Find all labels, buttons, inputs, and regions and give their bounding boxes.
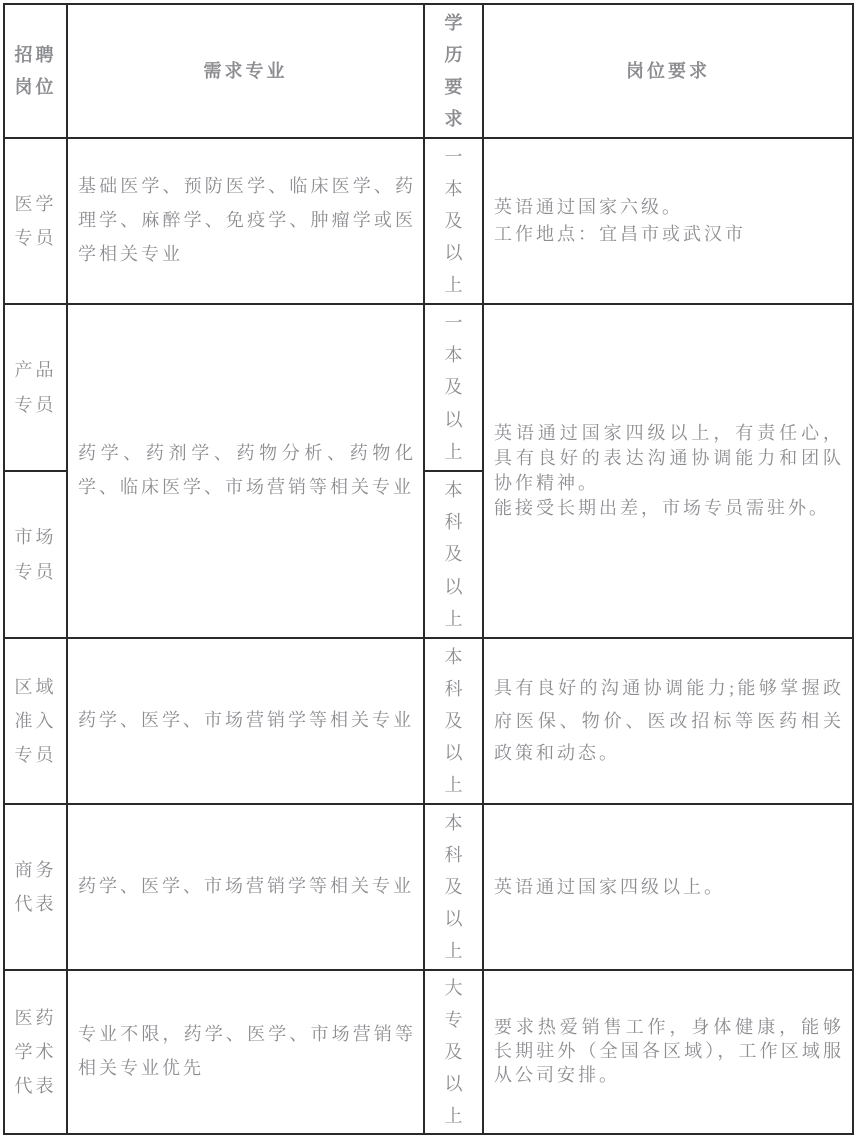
cell-requirement-regional-access-specialist: [483, 638, 853, 804]
cell-major-medical-specialist: 基础医学、预防医学、临床医学、药理学、麻醉学、免疫学、肿瘤学或医学相关专业: [67, 138, 424, 304]
cell-education-medical-academic-representative: [424, 970, 483, 1134]
requirement-line: 工作地点：宜昌市或武汉市: [494, 224, 746, 244]
education-vertical-text: 一本及以上: [444, 146, 463, 296]
education-vertical-text: 一本及以上: [444, 313, 463, 462]
cell-requirement-medical-specialist: [483, 138, 853, 304]
cell-major-business-representative: 药学、医学、市场营销学等相关专业: [67, 804, 424, 970]
requirement-line: 英语通过国家六级。: [494, 197, 683, 217]
cell-requirement-medical-academic-representative: [483, 970, 853, 1134]
cell-major-product-market-merged: 药学、药剂学、药物分析、药物化学、临床医学、市场营销等相关专业: [67, 304, 424, 638]
requirement-line: 英语通过国家四级以上。: [494, 876, 725, 897]
header-education-requirement: [424, 4, 483, 138]
cell-position-medical-academic-representative: 医药学术代表: [4, 970, 67, 1134]
table-row: [4, 970, 853, 1134]
education-vertical-text: 本科及以上: [444, 812, 463, 962]
cell-position-product-specialist: 产品专员: [4, 304, 67, 471]
cell-major-medical-academic-representative: 专业不限，药学、医学、市场营销等相关专业优先: [67, 970, 424, 1134]
requirement-line: 英语通过国家四级以上，有责任心，具有良好的表达沟通协调能力和团队协作精神。: [494, 423, 844, 493]
header-required-major: 需求专业: [67, 4, 424, 138]
table-row: [4, 304, 853, 471]
education-vertical-text: 大专及以上: [444, 977, 463, 1127]
education-vertical-text: 本科及以上: [444, 646, 463, 796]
cell-education-market-specialist: [424, 471, 483, 638]
cell-education-medical-specialist: [424, 138, 483, 304]
cell-position-business-representative: 商务代表: [4, 804, 67, 970]
cell-requirement-business-representative: [483, 804, 853, 970]
education-vertical-text: 本科及以上: [444, 480, 463, 629]
cell-education-regional-access-specialist: [424, 638, 483, 804]
header-position-requirement: 岗位要求: [483, 4, 853, 138]
recruitment-table: [3, 3, 854, 1135]
cell-education-business-representative: [424, 804, 483, 970]
cell-education-product-specialist: [424, 304, 483, 471]
table-row: [4, 138, 853, 304]
requirement-line: 能接受长期出差，市场专员需驻外。: [494, 497, 830, 518]
cell-position-market-specialist: 市场专员: [4, 471, 67, 638]
requirement-line: 具有良好的沟通协调能力;能够掌握政府医保、物价、医改招标等医药相关政策和动态。: [494, 678, 844, 764]
cell-requirement-product-market-merged: [483, 304, 853, 638]
table-row: [4, 638, 853, 804]
table-row: [4, 804, 853, 970]
cell-major-regional-access-specialist: 药学、医学、市场营销学等相关专业: [67, 638, 424, 804]
cell-position-medical-specialist: 医学专员: [4, 138, 67, 304]
header-education-vertical-text: 学历要求: [444, 12, 463, 130]
table-header-row: [4, 4, 853, 138]
cell-position-regional-access-specialist: 区域准入专员: [4, 638, 67, 804]
requirement-line: 要求热爱销售工作，身体健康，能够长期驻外（全国各区域），工作区域服从公司安排。: [494, 1017, 844, 1085]
header-recruit-position: 招聘岗位: [4, 4, 67, 138]
